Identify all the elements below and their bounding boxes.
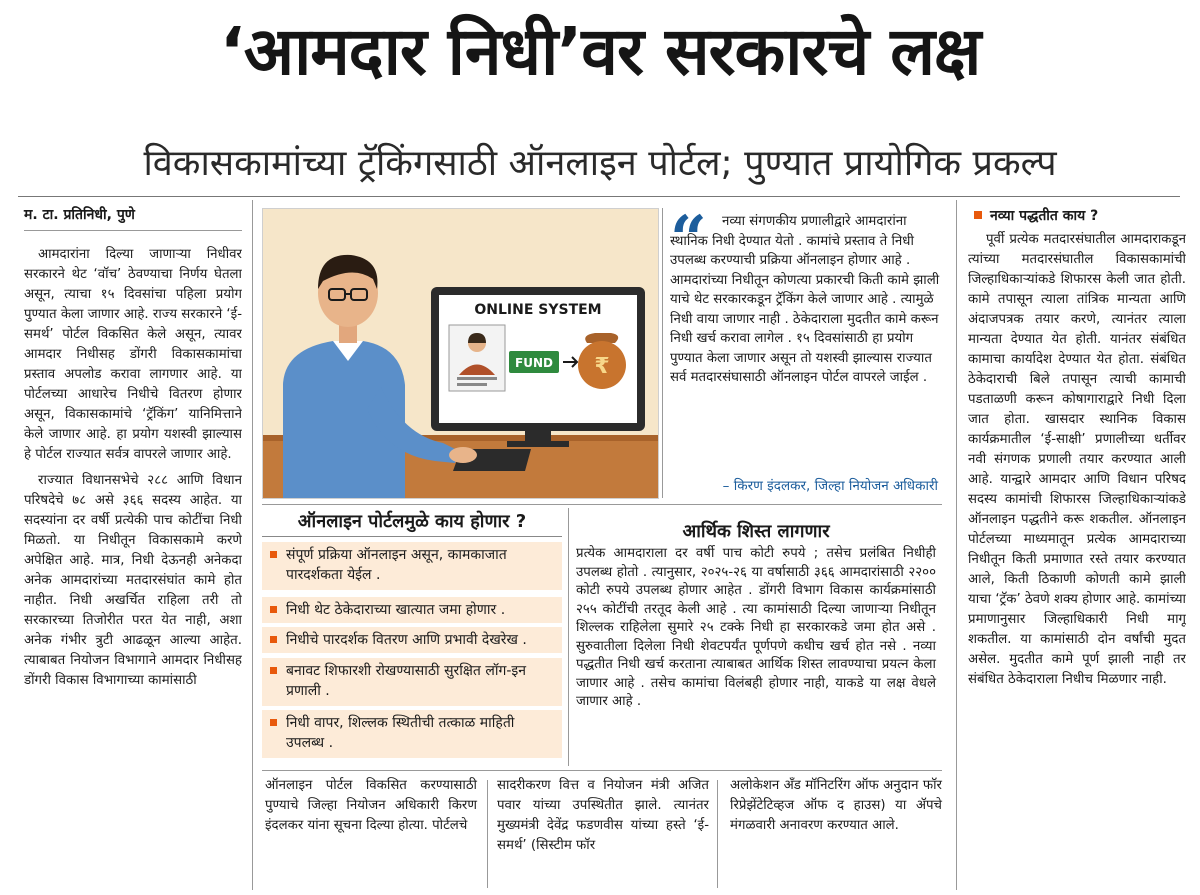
quote-mark-icon: “ — [670, 202, 707, 277]
side-heading-text: नव्या पद्धतीत काय ? — [990, 208, 1099, 224]
finance-box-text: प्रत्येक आमदाराला दर वर्षी पाच कोटी रुपये ; तसेच प्रलंबित निधीही उपलब्ध होतो . त्यानुसार, २०२५-२६ या वर्षासाठी ३६६ आमदारांसाठी २२०० कोटी रुपये उपलब्ध होणार आहेत . डोंगरी विभाग विकास कार्यक्रमांसाठी २५५ कोटींची तरतूद केली आहे . त्या कामांसाठी दिल्या जाणाऱ्या निधीतून शिल्लक राहिलेला सुमारे २५ टक्के निधी हा सरकारकडे जमा होत असे . सुरुवातीला दिलेला निधी शेवटपर्यंत पूर्णपणे कधीच खर्च होत नसे . नव्या पद्धतीत निधी खर्च करताना त्याबाबत आर्थिक शिस्त लावण्याचा प्रयत्न केला जाणार आहे . तसेच कामांचा विलंबही होणार नाही, याकडे या लक्ष वेधले जाणार आहे . — [576, 546, 936, 709]
subheadline: विकासकामांच्या ट्रॅकिंगसाठी ऑनलाइन पोर्टल; पुण्यात प्रायोगिक प्रकल्प — [143, 143, 1057, 184]
side-paragraph: पूर्वी प्रत्येक मतदारसंघातील आमदाराकडून त्यांच्या मतदारसंघातील विकासकामांची जिल्हाधिकाऱ्यांकडे शिफारस केली जात होती. कामे तपासून त्याला तांत्रिक मान्यता आणि अंदाजपत्रक तयार करणे, त्यानंतर त्याला मान्यता देण्यात येत होती. यानंतर संबंधित कामाचा कार्यादेश देण्यात येत होता. संबंधित ठेकेदाराची बिले तपासून त्याची कामाची पडताळणी करून कोषागाराद्वारे निधी दिला जात होता. खासदार स्थानिक विकास कार्यक्रमातील ‘ई-साक्षी’ प्रणालीच्या धर्तीवर नवी संगणक प्रणाली तयार करण्यात आली आहे. यान्द्वारे आमदार आणि विधान परिषद सदस्य कामांची शिफारस जिल्हाधिकाऱ्यांकडे ऑनलाइन पद्धतीने करू शकतील. ऑनलाइन पोर्टलच्या माध्यमातून प्रत्येक आमदाराच्या निधीतून किती प्रमाणात रस्ते तयार करण्यात आले, किती ठिकाणी कोणती कामे झाली याचा ‘ट्रॅक’ ठेवणे शक्य होणार आहे. कामांच्या प्रमाणानुसार जिल्हाधिकारी निधी मागू शकतील. या कामांसाठी दोन वर्षांची मुदत असेल. मुदतीत कामे पूर्ण झाली नाही तर संबंधित ठेकेदाराला निधीच मिळणार नाही. — [968, 232, 1186, 687]
online-box-divider — [262, 536, 562, 537]
lower-column-1: ऑनलाइन पोर्टल विकसित करण्यासाठी पुण्याचे जिल्हा नियोजन अधिकारी किरण इंदलकर यांना सूचना दिल्या होत्या. पोर्टलचे — [265, 778, 477, 833]
top-divider — [18, 196, 1180, 197]
online-box-item — [262, 542, 562, 590]
boxes-top-divider — [262, 504, 942, 505]
left-paragraph-2: राज्यात विधानसभेचे २८८ आणि विधान परिषदेचे ७८ असे ३६६ सदस्य आहेत. या सदस्यांना दर वर्षी प्रत्येकी पाच कोटींचा निधी मिळतो. या निधीतून विकासकामे करणे अपेक्षित आहे. मात्र, निधी देऊनही अनेकदा अनेक आमदारांच्या मतदारसंघांत कामे होत नाहीत. निधी अखर्चित राहिला तरी तो सरकारच्या तिजोरीत परत येत नाही, अशा अनेक गंभीर त्रुटी आढळून आल्या आहेत. त्याबाबत नियोजन विभागाने आमदार निधीसह डोंगरी विकास विभागाच्या कामांसाठी — [24, 473, 242, 688]
online-box-item-text: निधी वापर, शिल्लक स्थितीची तत्काळ माहिती उपलब्ध . — [286, 715, 515, 751]
quote-divider — [662, 208, 663, 498]
right-column-divider — [956, 200, 957, 890]
bullet-square-icon — [270, 667, 277, 674]
rupee-symbol: ₹ — [594, 354, 610, 379]
left-paragraph-1: आमदारांना दिल्या जाणाऱ्या निधीवर सरकारने थेट ‘वॉच’ ठेवण्याचा निर्णय घेतला असून, त्याचा १५ दिवसांचा पहिला प्रयोग पुण्यात केला जाणार आहे. राज्य सरकारने ‘ई-समर्थ’ पोर्टल विकसित केले असून, त्यावर आमदार निधीसह डोंगरी विकासकामांचा प्रस्ताव अपलोड करावा लागणार आहे. या पोर्टलच्या आधारेच निधीचे वितरण होणार असून, विकासकामांचे ‘ट्रॅकिंग’ यानिमित्ताने केले जाणार आहे. हा प्रयोग यशस्वी झाल्यास हे पोर्टल राज्यात सर्वत्र वापरले जाणार आहे. — [24, 247, 242, 462]
lower-column-divider — [717, 780, 718, 888]
online-box-item-text: बनावट शिफारशी रोखण्यासाठी सुरक्षित लॉग-इन प्रणाली . — [286, 663, 527, 699]
online-system-illustration — [263, 209, 658, 498]
bullet-square-icon — [270, 551, 277, 558]
bullet-square-icon — [270, 636, 277, 643]
side-heading — [974, 206, 1098, 225]
column-divider — [252, 200, 253, 890]
online-box-item — [262, 627, 562, 653]
fund-label: FUND — [515, 356, 553, 370]
online-box-item-text: निधीचे पारदर्शक वितरण आणि प्रभावी देखरेख . — [286, 632, 527, 648]
quote-author-name: – किरण इंदलकर, — [722, 478, 811, 494]
online-box-item — [262, 597, 562, 623]
bullet-square-icon — [270, 606, 277, 613]
online-box-item — [262, 658, 562, 706]
lower-divider — [262, 770, 942, 771]
quote-text: नव्या संगणकीय प्रणालीद्वारे आमदारांना स्थानिक निधी देण्यात येतो . कामांचे प्रस्ताव ते निधी उपलब्ध करण्याची प्रक्रिया ऑनलाइन होणार आहे . आमदारांच्या निधीतून कोणत्या प्रकारची किती कामे झाली याचे थेट सरकारकडून ट्रॅकिंग केले जाणार आहे . त्यामुळे निधी वाया जाणार नाही . ठेकेदाराला मुदतीत कामे करून निधी खर्च करावा लागेल . १५ दिवसांसाठी हा प्रयोग पुण्यात केला जाणार असून तो यशस्वी झाल्यास राज्यात सर्व मतदारसंघासाठी ऑनलाइन पोर्टल वापरले जाईल . — [670, 214, 940, 385]
bullet-square-icon — [974, 211, 982, 219]
illustration — [262, 208, 659, 499]
online-box-item-text: संपूर्ण प्रक्रिया ऑनलाइन असून, कामकाजात पारदर्शकता येईल . — [286, 547, 507, 583]
lower-column-3: अलोकेशन अँड मॉनिटरिंग ऑफ अनुदान फॉर रिप्रेझेंटेटिव्हज ऑफ द हाउस) या ॲपचे मंगळवारी अनावरण करण्यात आले. — [730, 778, 942, 833]
headline: ‘आमदार निधी’वर सरकारचे लक्ष — [219, 13, 981, 90]
bullet-square-icon — [270, 719, 277, 726]
quote-box — [670, 202, 942, 498]
lower-column-divider — [487, 780, 488, 888]
finance-box-title: आर्थिक शिस्त लागणार — [682, 521, 830, 542]
online-box-title: ऑनलाइन पोर्टलमुळे काय होणार ? — [297, 511, 527, 532]
screen-title: ONLINE SYSTEM — [474, 302, 602, 318]
quote-author-title: जिल्हा नियोजन अधिकारी — [810, 478, 938, 494]
online-box-item-text: निधी थेट ठेकेदाराच्या खात्यात जमा होणार . — [286, 602, 506, 618]
boxes-divider — [568, 508, 569, 766]
lower-column-2: सादरीकरण वित्त व नियोजन मंत्री अजित पवार यांच्या उपस्थितीत झाले. त्यानंतर मुख्यमंत्री देवेंद्र फडणवीस यांच्या हस्ते ‘ई-समर्थ’ (सिस्टीम फॉर — [497, 778, 709, 853]
quote-author — [723, 476, 938, 494]
quote-text-wrapper — [670, 212, 942, 388]
byline: म. टा. प्रतिनिधी, पुणे — [24, 207, 135, 223]
online-box-item — [262, 710, 562, 758]
left-column — [24, 245, 242, 885]
side-column — [968, 230, 1186, 880]
byline-divider — [24, 230, 242, 231]
